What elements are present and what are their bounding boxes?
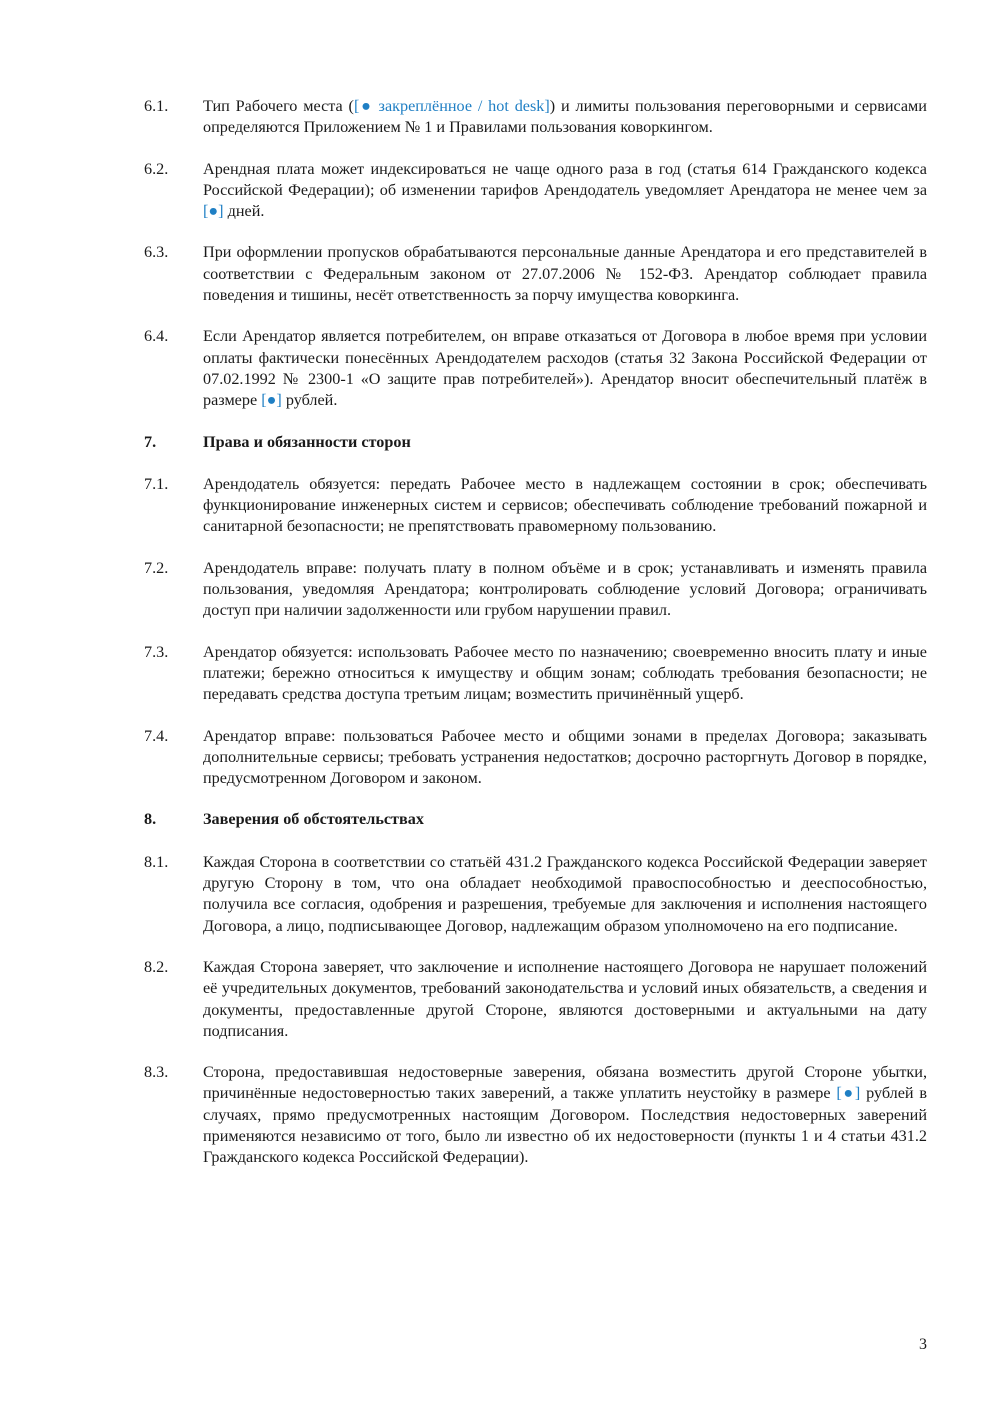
clause-6-1 bbox=[144, 96, 927, 139]
clause-6-2 bbox=[144, 159, 927, 223]
clause-number: 8.3. bbox=[144, 1063, 169, 1082]
clause-8-2 bbox=[144, 957, 927, 1042]
clause-6-3 bbox=[144, 242, 927, 306]
clause-text: Арендодатель обязуется: передать Рабочее место в надлежащем состоянии в срок; обеспечивать функционирование инженерных систем и сервисов; обеспечивать соблюдение требований пожарной и санитарной безопасности; не препятствовать правомерному пользованию. bbox=[203, 474, 927, 536]
clause-text: При оформлении пропусков обрабатываются персональные данные Арендатора и его представителей в соответствии с Федеральным законом от 27.07.2006 № 152-ФЗ. Арендатор соблюдает правила поведения и тишины, несёт ответственность за порчу имущества коворкинга. bbox=[203, 243, 927, 305]
clause-number: 6.1. bbox=[144, 97, 169, 115]
section-heading-7 bbox=[144, 432, 927, 453]
document-body bbox=[144, 96, 927, 1189]
clause-number: 8.1. bbox=[144, 852, 169, 871]
clause-text: Арендатор обязуется: использовать Рабочее место по назначению; своевременно вносить плату и иные платежи; бережно относиться к имуществу и общим зонам; соблюдать требования безопасности; не передавать средства доступа третьим лицам; возместить причинённый ущерб. bbox=[203, 642, 927, 704]
section-title: Права и обязанности сторон bbox=[203, 432, 411, 451]
clause-number: 7.2. bbox=[144, 558, 169, 577]
clause-text: Каждая Сторона заверяет, что заключение и исполнение настоящего Договора не нарушает положений её учредительных документов, требований законодательства и условий иных обязательств, а сведения и документы, предоставленные другой Стороне, являются достоверными и актуальными на дату подписания. bbox=[203, 957, 927, 1040]
clause-number: 7.4. bbox=[144, 726, 169, 745]
placeholder-field: [●] bbox=[261, 391, 282, 410]
clause-text: Если Арендатор является потребителем, он вправе отказаться от Договора в любое время при условии оплаты фактически понесённых Арендодателем расходов (статья 32 Закона Российской Федерации от 07.02.1992 № 2300-1 «О защите прав потребителей»). Арендатор вносит обеспечительный платёж в размере [●] рублей. bbox=[203, 327, 927, 410]
clause-8-3 bbox=[144, 1062, 927, 1168]
placeholder-field: [●] bbox=[836, 1084, 861, 1103]
clause-text: Сторона, предоставившая недостоверные заверения, обязана возместить другой Стороне убытки, причинённые недостоверностью таких заверений, а также уплатить неустойку в размере [●] рублей в случаях, прямо предусмотренных настоящим Договором. Последствия недостоверных заверений применяются независимо от того, было ли известно об их недостоверности (пункты 1 и 4 статьи 431.2 Гражданского кодекса Российской Федерации). bbox=[203, 1063, 927, 1167]
clause-8-1 bbox=[144, 852, 927, 937]
clause-7-2 bbox=[144, 558, 927, 622]
clause-number: 7.1. bbox=[144, 474, 169, 493]
section-heading-8 bbox=[144, 809, 927, 830]
clause-7-4 bbox=[144, 726, 927, 790]
clause-number: 8.2. bbox=[144, 957, 169, 976]
clause-number: 6.3. bbox=[144, 243, 169, 262]
clause-number: 6.4. bbox=[144, 327, 169, 346]
clause-text: Тип Рабочего места ([● закреплённое / hot desk]) и лимиты пользования переговорными и сервисами определяются Приложением № 1 и Правилами пользования коворкингом. bbox=[203, 97, 927, 137]
clause-text: Арендная плата может индексироваться не чаще одного раза в год (статья 614 Гражданского кодекса Российской Федерации); об изменении тарифов Арендодатель уведомляет Арендатора не менее чем за [●] дней. bbox=[203, 159, 927, 221]
placeholder-field: [●] bbox=[203, 202, 224, 221]
placeholder-field: [● закреплённое / hot desk] bbox=[353, 97, 550, 115]
clause-text: Арендодатель вправе: получать плату в полном объёме и в срок; устанавливать и изменять правила пользования, уведомляя Арендатора; контролировать соблюдение условий Договора; ограничивать доступ при наличии задолженности или грубом нарушении правил. bbox=[203, 558, 927, 620]
clause-7-1 bbox=[144, 474, 927, 538]
section-number: 8. bbox=[144, 810, 157, 829]
clause-text: Каждая Сторона в соответствии со статьёй 431.2 Гражданского кодекса Российской Федерации заверяет другую Сторону в том, что она обладает необходимой правоспособностью и дееспособностью, получила все согласия, одобрения и разрешения, требуемые для заключения и исполнения настоящего Договора, а лицо, подписывающее Договор, надлежащим образом уполномочено на его подписание. bbox=[203, 852, 927, 935]
clause-number: 7.3. bbox=[144, 642, 169, 661]
clause-number: 6.2. bbox=[144, 159, 169, 178]
clause-text: Арендатор вправе: пользоваться Рабочее место и общими зонами в пределах Договора; заказывать дополнительные сервисы; требовать устранения недостатков; досрочно расторгнуть Договор в порядке, предусмотренном Договором и законом. bbox=[203, 726, 927, 788]
page-number: 3 bbox=[919, 1336, 927, 1353]
clause-7-3 bbox=[144, 642, 927, 706]
section-title: Заверения об обстоятельствах bbox=[203, 810, 424, 829]
section-number: 7. bbox=[144, 432, 157, 451]
clause-6-4 bbox=[144, 326, 927, 411]
